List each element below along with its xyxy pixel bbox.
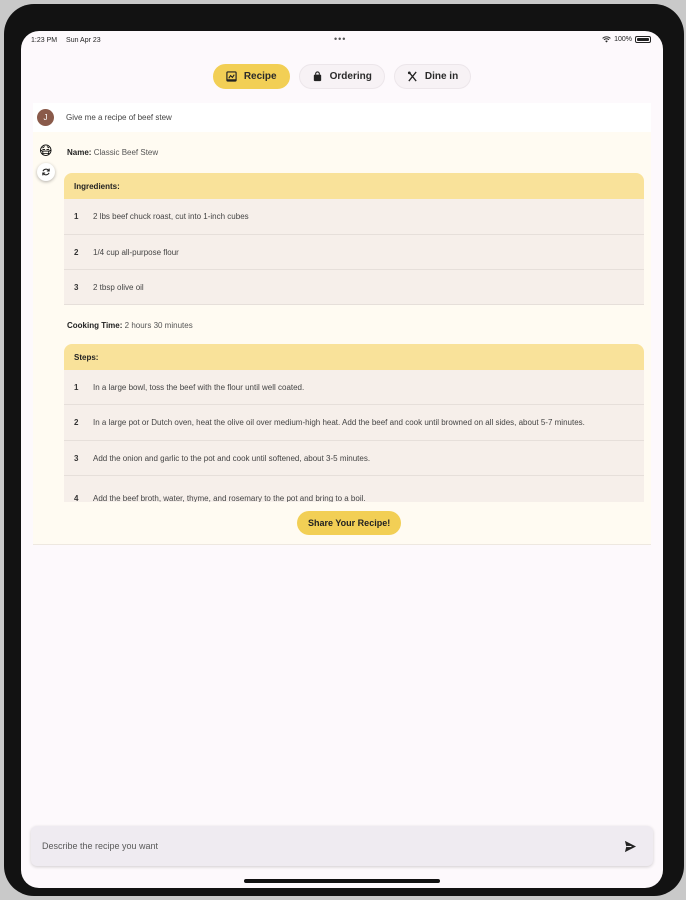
step-number: 3 [74, 453, 79, 463]
ingredients-section [64, 173, 644, 305]
recipe-name-value: Classic Beef Stew [93, 148, 159, 157]
tab-label: Dine in [424, 71, 459, 82]
tab-dine-in[interactable] [394, 64, 471, 89]
recipe-name [67, 148, 158, 157]
status-date: Sun Apr 23 [66, 37, 101, 44]
ingredient-number: 3 [74, 282, 79, 292]
bot-emoji-icon: 😷 [39, 143, 53, 158]
send-icon [624, 840, 637, 853]
step-text: Add the beef broth, water, thyme, and rosemary to the pot and bring to a boil. [93, 493, 366, 502]
recipe-name-label: Name: [67, 148, 92, 157]
ingredient-row [64, 199, 644, 235]
step-row [64, 441, 644, 476]
share-recipe-button[interactable]: Share Your Recipe! [297, 511, 401, 535]
step-row [64, 405, 644, 441]
step-text: In a large bowl, toss the beef with the flour until well coated. [93, 382, 305, 392]
status-time: 1:23 PM [31, 37, 58, 44]
ingredients-header: Ingredients: [64, 173, 644, 199]
recipe-prompt-input[interactable] [31, 841, 615, 851]
refresh-icon [41, 167, 51, 177]
ingredient-text: 2 lbs beef chuck roast, cut into 1-inch cubes [93, 212, 249, 221]
wifi-icon [602, 36, 611, 43]
ingredient-number: 2 [74, 247, 79, 257]
regenerate-button[interactable] [37, 163, 55, 181]
prompt-bar [31, 826, 653, 866]
shopping-bag-icon [312, 71, 323, 82]
battery-icon [635, 36, 651, 43]
tablet-frame [4, 4, 684, 896]
user-message-text: Give me a recipe of beef stew [66, 113, 172, 122]
tab-label: Recipe [243, 71, 277, 82]
step-row [64, 476, 644, 502]
app-screen [21, 31, 663, 888]
cooking-time-value: 2 hours 30 minutes [124, 321, 193, 330]
status-bar [21, 31, 663, 49]
ingredient-row [64, 235, 644, 270]
tab-ordering[interactable] [299, 64, 385, 89]
tab-recipe[interactable] [213, 64, 290, 89]
step-number: 4 [74, 493, 79, 502]
ingredient-row [64, 270, 644, 305]
send-button[interactable] [615, 831, 645, 861]
steps-section[interactable] [64, 344, 644, 502]
utensils-icon [407, 71, 418, 82]
user-message [33, 103, 651, 132]
tab-label: Ordering [329, 71, 372, 82]
step-number: 1 [74, 382, 79, 392]
recipe-response [33, 132, 651, 545]
user-avatar: J [37, 109, 54, 126]
home-indicator[interactable] [244, 879, 440, 883]
step-text: Add the onion and garlic to the pot and cook until softened, about 3-5 minutes. [93, 453, 371, 463]
steps-header: Steps: [64, 344, 644, 370]
ingredient-text: 1/4 cup all-purpose flour [93, 247, 179, 257]
recipe-icon [226, 71, 237, 82]
ingredient-text: 2 tbsp olive oil [93, 282, 144, 292]
mode-tabs [21, 64, 663, 89]
cooking-time [67, 321, 193, 330]
ingredient-number: 1 [74, 212, 79, 221]
step-row [64, 370, 644, 405]
step-text: In a large pot or Dutch oven, heat the olive oil over medium-high heat. Add the beef and cook until browned on all sides, about 5-7 minutes. [93, 418, 585, 427]
step-number: 2 [74, 418, 79, 427]
status-right [602, 36, 651, 43]
cooking-time-label: Cooking Time: [67, 321, 123, 330]
status-left [31, 37, 108, 44]
multitasking-dots[interactable]: ••• [334, 34, 347, 44]
battery-percent: 100% [614, 36, 632, 43]
